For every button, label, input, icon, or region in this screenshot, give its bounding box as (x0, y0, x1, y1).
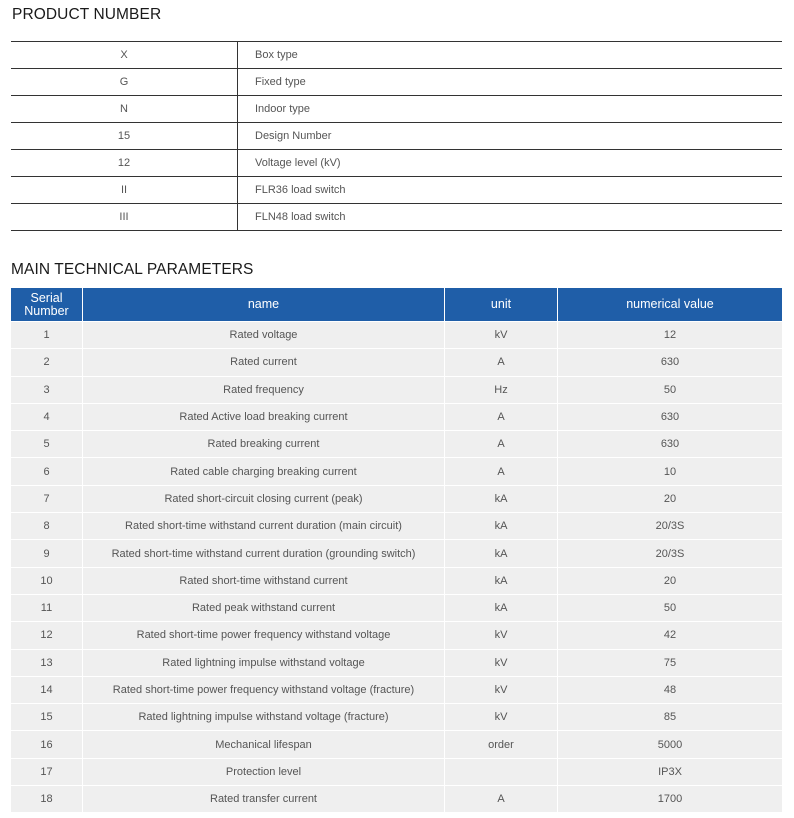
parameter-name-cell: Rated short-time power frequency withstand voltage (83, 621, 445, 648)
serial-number-cell: 13 (11, 649, 83, 676)
parameter-name-cell: Protection level (83, 758, 445, 785)
unit-cell: order (445, 730, 558, 757)
product-code-cell: 12 (11, 150, 238, 177)
unit-cell: A (445, 348, 558, 375)
product-code-cell: N (11, 96, 238, 123)
numerical-value-cell: 20 (558, 485, 782, 512)
unit-cell: kV (445, 649, 558, 676)
parameter-name-cell: Rated short-time withstand current (83, 567, 445, 594)
unit-cell: kA (445, 594, 558, 621)
serial-number-cell: 7 (11, 485, 83, 512)
table-row (11, 96, 782, 123)
unit-cell: A (445, 403, 558, 430)
product-number-title: PRODUCT NUMBER (12, 6, 162, 23)
numerical-value-cell: 75 (558, 649, 782, 676)
numerical-value-cell: 630 (558, 403, 782, 430)
table-header-row (11, 288, 782, 321)
table-row (11, 321, 782, 348)
table-row (11, 69, 782, 96)
table-row (11, 539, 782, 566)
unit-cell: kA (445, 539, 558, 566)
parameter-name-cell: Rated short-time withstand current duration (main circuit) (83, 512, 445, 539)
parameter-name-cell: Rated short-time power frequency withstand voltage (fracture) (83, 676, 445, 703)
serial-number-cell: 11 (11, 594, 83, 621)
table-row (11, 177, 782, 204)
table-row (11, 457, 782, 484)
product-description-cell: FLN48 load switch (238, 204, 783, 231)
product-code-cell: III (11, 204, 238, 231)
table-row (11, 512, 782, 539)
table-row (11, 594, 782, 621)
header-serial-line1: Serial (30, 290, 63, 305)
numerical-value-cell: 20/3S (558, 539, 782, 566)
serial-number-cell: 14 (11, 676, 83, 703)
serial-number-cell: 6 (11, 457, 83, 484)
table-row (11, 621, 782, 648)
serial-number-cell: 8 (11, 512, 83, 539)
table-row (11, 676, 782, 703)
header-unit: unit (445, 288, 558, 321)
unit-cell: kV (445, 321, 558, 348)
parameter-name-cell: Rated lightning impulse withstand voltage (fracture) (83, 703, 445, 730)
table-row (11, 703, 782, 730)
numerical-value-cell: 42 (558, 621, 782, 648)
main-technical-parameters-table (11, 288, 782, 812)
unit-cell (445, 758, 558, 785)
serial-number-cell: 17 (11, 758, 83, 785)
numerical-value-cell: 50 (558, 594, 782, 621)
table-row (11, 730, 782, 757)
table-row (11, 123, 782, 150)
unit-cell: kV (445, 703, 558, 730)
table-row (11, 204, 782, 231)
numerical-value-cell: 50 (558, 376, 782, 403)
numerical-value-cell: 1700 (558, 785, 782, 812)
parameter-name-cell: Rated Active load breaking current (83, 403, 445, 430)
parameter-name-cell: Rated current (83, 348, 445, 375)
numerical-value-cell: 20/3S (558, 512, 782, 539)
numerical-value-cell: 5000 (558, 730, 782, 757)
header-serial-line2: Number (24, 303, 69, 318)
product-code-cell: II (11, 177, 238, 204)
table-row (11, 485, 782, 512)
unit-cell: A (445, 457, 558, 484)
parameter-name-cell: Rated peak withstand current (83, 594, 445, 621)
numerical-value-cell: IP3X (558, 758, 782, 785)
parameter-name-cell: Rated transfer current (83, 785, 445, 812)
unit-cell: kV (445, 621, 558, 648)
product-description-cell: FLR36 load switch (238, 177, 783, 204)
serial-number-cell: 12 (11, 621, 83, 648)
parameter-name-cell: Rated breaking current (83, 430, 445, 457)
serial-number-cell: 9 (11, 539, 83, 566)
parameter-name-cell: Rated frequency (83, 376, 445, 403)
numerical-value-cell: 630 (558, 430, 782, 457)
numerical-value-cell: 48 (558, 676, 782, 703)
product-description-cell: Indoor type (238, 96, 783, 123)
parameter-name-cell: Mechanical lifespan (83, 730, 445, 757)
serial-number-cell: 1 (11, 321, 83, 348)
header-value: numerical value (558, 288, 782, 321)
numerical-value-cell: 12 (558, 321, 782, 348)
unit-cell: kV (445, 676, 558, 703)
header-serial-number (11, 288, 83, 321)
parameter-name-cell: Rated short-time withstand current duration (grounding switch) (83, 539, 445, 566)
table-row (11, 430, 782, 457)
serial-number-cell: 15 (11, 703, 83, 730)
numerical-value-cell: 10 (558, 457, 782, 484)
serial-number-cell: 18 (11, 785, 83, 812)
product-code-cell: 15 (11, 123, 238, 150)
numerical-value-cell: 20 (558, 567, 782, 594)
unit-cell: Hz (445, 376, 558, 403)
main-technical-parameters-title: MAIN TECHNICAL PARAMETERS (11, 261, 254, 278)
table-row (11, 649, 782, 676)
table-row (11, 567, 782, 594)
table-row (11, 348, 782, 375)
table-row (11, 42, 782, 69)
serial-number-cell: 3 (11, 376, 83, 403)
product-description-cell: Voltage level (kV) (238, 150, 783, 177)
unit-cell: kA (445, 485, 558, 512)
product-description-cell: Design Number (238, 123, 783, 150)
serial-number-cell: 4 (11, 403, 83, 430)
table-row (11, 758, 782, 785)
serial-number-cell: 16 (11, 730, 83, 757)
table-row (11, 785, 782, 812)
unit-cell: kA (445, 512, 558, 539)
parameter-name-cell: Rated short-circuit closing current (peak) (83, 485, 445, 512)
numerical-value-cell: 85 (558, 703, 782, 730)
serial-number-cell: 2 (11, 348, 83, 375)
parameter-name-cell: Rated voltage (83, 321, 445, 348)
unit-cell: A (445, 785, 558, 812)
product-description-cell: Fixed type (238, 69, 783, 96)
product-code-cell: G (11, 69, 238, 96)
parameter-name-cell: Rated lightning impulse withstand voltage (83, 649, 445, 676)
parameter-name-cell: Rated cable charging breaking current (83, 457, 445, 484)
header-name: name (83, 288, 445, 321)
unit-cell: kA (445, 567, 558, 594)
serial-number-cell: 5 (11, 430, 83, 457)
numerical-value-cell: 630 (558, 348, 782, 375)
table-row (11, 150, 782, 177)
unit-cell: A (445, 430, 558, 457)
table-row (11, 376, 782, 403)
product-code-cell: X (11, 42, 238, 69)
product-number-table (11, 41, 782, 231)
product-description-cell: Box type (238, 42, 783, 69)
table-row (11, 403, 782, 430)
serial-number-cell: 10 (11, 567, 83, 594)
